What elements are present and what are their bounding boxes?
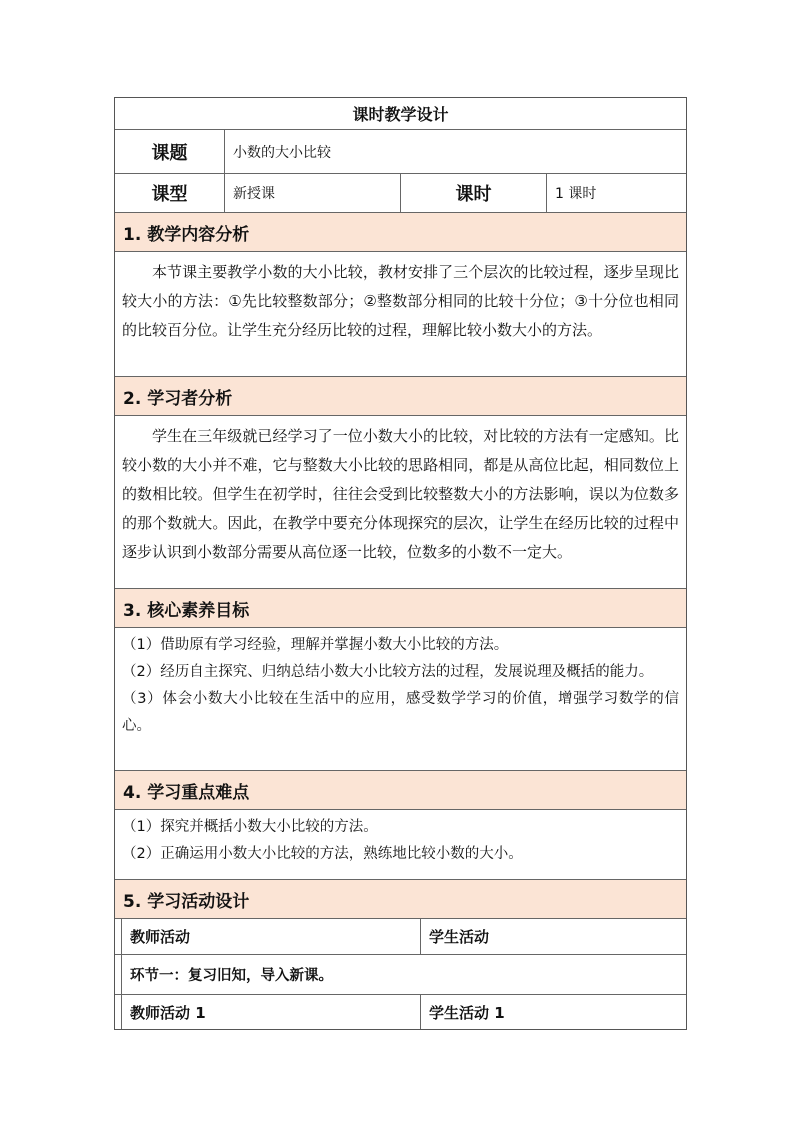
section-1-heading: 1. 教学内容分析 — [115, 213, 686, 252]
section-3-heading: 3. 核心素养目标 — [115, 589, 686, 628]
lesson-type-value: 新授课 — [225, 174, 401, 212]
lesson-type-label: 课型 — [115, 174, 225, 212]
student-activity-1: 学生活动 1 — [429, 1003, 505, 1022]
topic-value: 小数的大小比较 — [233, 144, 331, 161]
section-2-text: 学生在三年级就已经学习了一位小数大小的比较，对比较的方法有一定感知。比较小数的大小并不难，它与整数大小比较的思路相同，都是从高位比起，相同数位上的数相比较。但学生在初学时，往往会受到比较整数大小的方法影响，误以为位数多的那个数就大。因此，在教学中要充分体现探究的层次，让学生在经历比较的过程中逐步认识到小数部分需要从高位逐一比较，位数多的小数不一定大。 — [115, 416, 686, 589]
activity-1-row — [115, 995, 686, 1029]
document-title: 课时教学设计 — [115, 98, 686, 130]
section-2-heading: 2. 学习者分析 — [115, 377, 686, 416]
lesson-hours-value: 1 课时 — [555, 186, 597, 202]
type-row — [115, 174, 686, 213]
lesson-design-table — [114, 97, 687, 1030]
section-5-heading: 5. 学习活动设计 — [115, 880, 686, 919]
section-1-text: 本节课主要教学小数的大小比较，教材安排了三个层次的比较过程，逐步呈现比较大小的方法：①先比较整数部分；②整数部分相同的比较十分位；③十分位也相同的比较百分位。让学生充分经历比较的过程，理解比较小数大小的方法。 — [115, 252, 686, 377]
student-activity-header: 学生活动 — [429, 928, 490, 946]
teacher-activity-header: 教师活动 — [121, 919, 421, 954]
section-4-list — [115, 810, 686, 880]
list-item: （3）体会小数大小比较在生活中的应用，感受数学学习的价值，增强学习数学的信心。 — [122, 691, 679, 734]
step-1-title: 环节一：复习旧知，导入新课。 — [121, 955, 686, 994]
lesson-hours-label: 课时 — [401, 174, 547, 212]
teacher-activity-1: 教师活动 1 — [121, 995, 421, 1029]
list-item: （2）经历自主探究、归纳总结小数大小比较方法的过程，发展说理及概括的能力。 — [122, 664, 654, 680]
section-3-list — [115, 628, 686, 771]
list-item: （1）借助原有学习经验，理解并掌握小数大小比较的方法。 — [122, 637, 509, 653]
section-4-heading: 4. 学习重点难点 — [115, 771, 686, 810]
topic-row — [115, 130, 686, 174]
list-item: （2）正确运用小数大小比较的方法，熟练地比较小数的大小。 — [122, 846, 523, 862]
list-item: （1）探究并概括小数大小比较的方法。 — [122, 819, 378, 835]
activity-header-row — [115, 919, 686, 955]
step-1-row — [115, 955, 686, 995]
topic-label: 课题 — [115, 130, 225, 173]
